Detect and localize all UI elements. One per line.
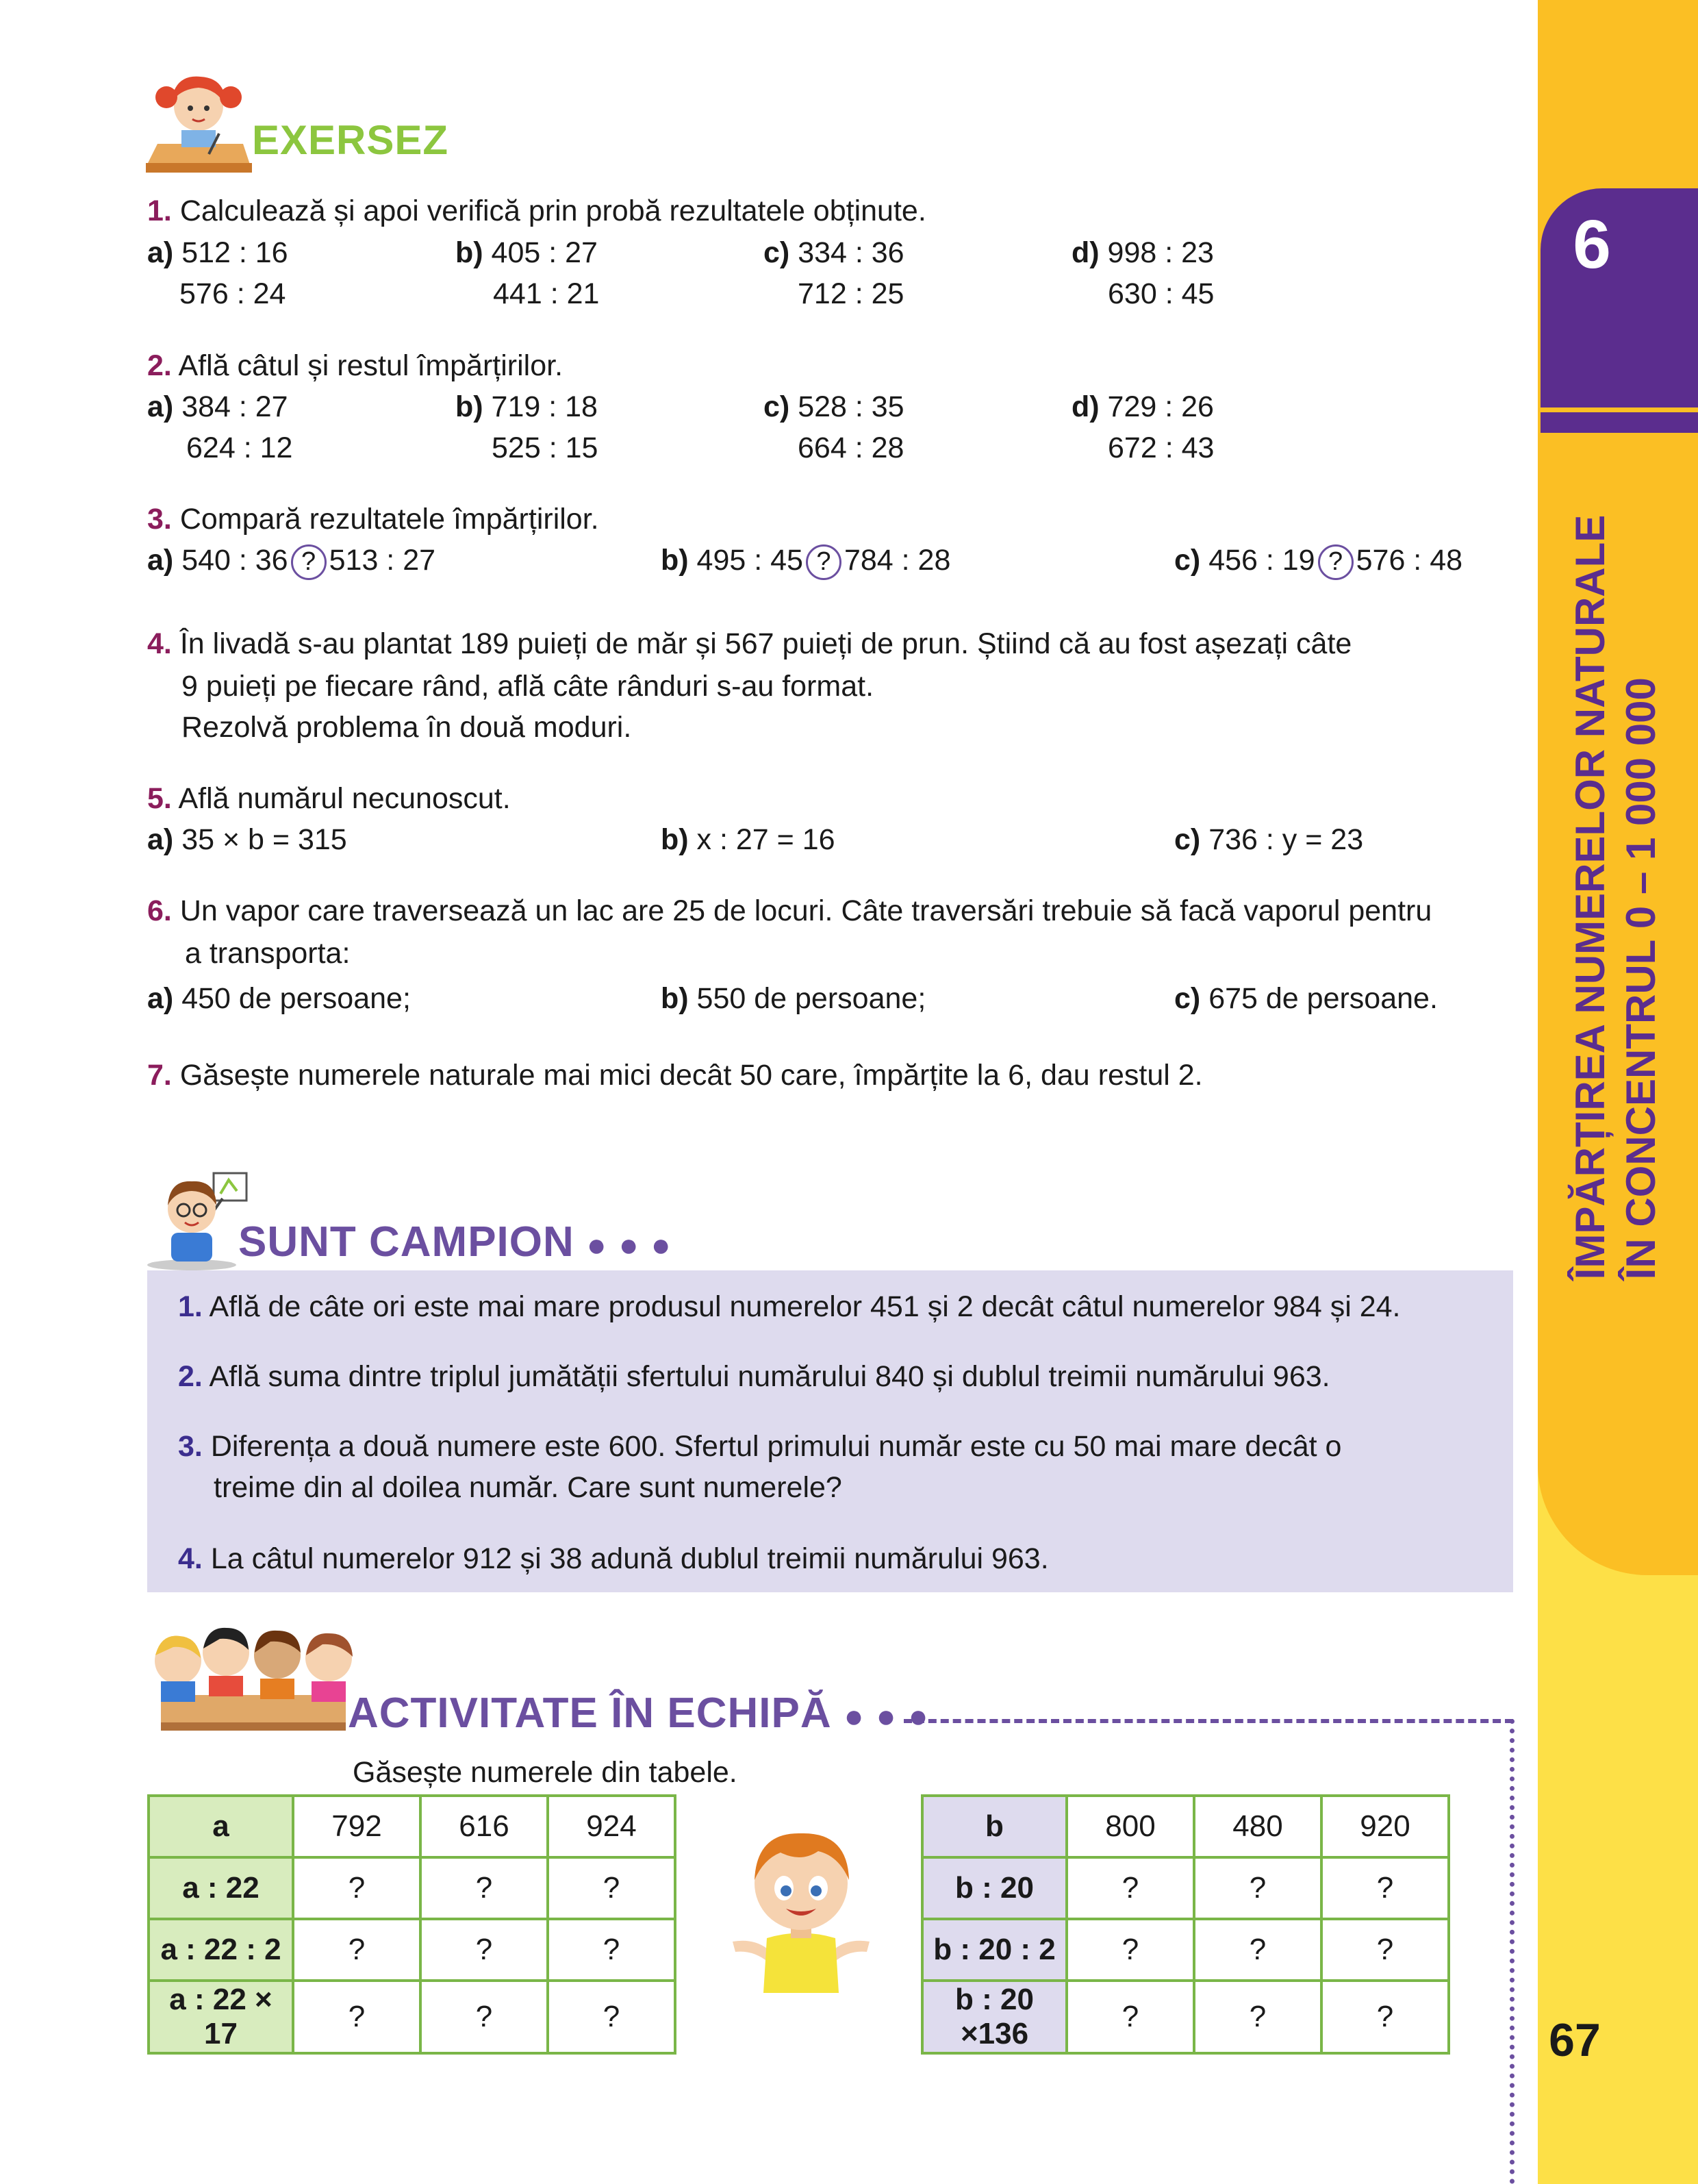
table-row: b : 20 : 2 ? ? ? — [922, 1919, 1449, 1981]
ex3-b: b) 495 : 45 ? 784 : 28 — [661, 542, 950, 580]
campion-item-4: 4. La câtul numerelor 912 și 38 adună dublul treimii numărului 963. — [178, 1542, 1049, 1575]
table-row: b : 20 ×136 ? ? ? — [922, 1981, 1449, 2053]
ex2-d: d) 729 : 26 — [1072, 390, 1214, 423]
ex6-number: 6. — [147, 894, 172, 927]
ex3-a: a) 540 : 36 ? 513 : 27 — [147, 542, 435, 580]
girl-writing-icon — [140, 68, 257, 178]
ex1-number: 1. — [147, 194, 172, 227]
ex1-a: a) 512 : 16 — [147, 236, 288, 269]
table-row: a : 22 ? ? ? — [149, 1857, 675, 1919]
ex1-c2: 712 : 25 — [798, 277, 904, 310]
ex1-d2: 630 : 45 — [1108, 277, 1215, 310]
ex1-d: d) 998 : 23 — [1072, 236, 1214, 269]
campion-item-3-line2: treime din al doilea număr. Care sunt numerele? — [214, 1471, 842, 1504]
campion-item-2: 2. Află suma dintre triplul jumătății sfertului numărului 840 și dublul treimii numărului 963. — [178, 1360, 1330, 1393]
campion-item-1: 1. Află de câte ori este mai mare produsul numerelor 451 și 2 decât câtul numerelor 984 și 24. — [178, 1290, 1401, 1323]
ex5-number: 5. — [147, 782, 172, 815]
ex3-c: c) 456 : 19 ? 576 : 48 — [1174, 542, 1462, 580]
chapter-stripe — [1541, 412, 1698, 433]
boy-pointer-icon — [137, 1168, 253, 1270]
ex1-statement — [147, 193, 926, 229]
table-row: a : 22 : 2 ? ? ? — [149, 1919, 675, 1981]
page-number: 67 — [1549, 2014, 1601, 2066]
ex2-b2: 525 : 15 — [492, 431, 598, 464]
echipa-instruction: Găsește numerele din tabele. — [353, 1756, 737, 1789]
ex4-line1: 4. În livadă s-au plantat 189 puieți de măr și 567 puieți de prun. Știind că au fost așezați câte — [147, 627, 1352, 660]
ex2-statement — [147, 348, 563, 384]
ex6-b: b) 550 de persoane; — [661, 982, 926, 1015]
ex3-text: Compară rezultatele împărțirilor. — [179, 503, 599, 536]
ex5-statement: 5. Află numărul necunoscut. — [147, 782, 511, 815]
table-b — [921, 1794, 1450, 2055]
ex1-b: b) 405 : 27 — [455, 236, 598, 269]
ex1-a2: 576 : 24 — [179, 277, 286, 310]
dashed-divider — [904, 1719, 1513, 1723]
ex5-c: c) 736 : y = 23 — [1174, 823, 1364, 856]
dotted-divider — [1510, 1719, 1515, 2184]
exersez-heading: EXERSEZ — [252, 117, 449, 163]
ex2-d2: 672 : 43 — [1108, 431, 1215, 464]
table-row: a 792 616 924 — [149, 1796, 675, 1857]
compare-circle-icon: ? — [1318, 544, 1354, 580]
compare-circle-icon: ? — [806, 544, 841, 580]
ex1-b2: 441 : 21 — [493, 277, 600, 310]
ex6-c: c) 675 de persoane. — [1174, 982, 1438, 1015]
ex5-a: a) 35 × b = 315 — [147, 823, 347, 856]
ex7-number: 7. — [147, 1059, 172, 1092]
ex4-number: 4. — [147, 627, 172, 660]
chapter-number: 6 — [1573, 206, 1611, 283]
chapter-title-line1: ÎMPĂRȚIREA NUMERELOR NATURALE — [1567, 514, 1613, 1280]
ex2-c2: 664 : 28 — [798, 431, 904, 464]
ex2-b: b) 719 : 18 — [455, 390, 598, 423]
ex2-c: c) 528 : 35 — [763, 390, 904, 423]
table-a — [147, 1794, 676, 2055]
ex4-line2: 9 puieți pe fiecare rând, află câte rânduri s-au format. — [181, 670, 874, 703]
campion-item-3: 3. Diferența a două numere este 600. Sfertul primului număr este cu 50 mai mare decât o — [178, 1430, 1342, 1463]
table-row: a : 22 × 17 ? ? ? — [149, 1981, 675, 2053]
chapter-title-line2: ÎN CONCENTRUL 0 – 1 000 000 — [1618, 677, 1664, 1280]
ex2-a2: 624 : 12 — [186, 431, 293, 464]
ex2-number: 2. — [147, 349, 172, 382]
ex3-number: 3. — [147, 503, 172, 536]
ex1-c: c) 334 : 36 — [763, 236, 904, 269]
compare-circle-icon: ? — [291, 544, 327, 580]
campion-heading: SUNT CAMPION ●●● — [238, 1218, 683, 1266]
boy-shrug-icon — [726, 1825, 876, 2003]
ex6-a: a) 450 de persoane; — [147, 982, 411, 1015]
ex7-statement: 7. Găsește numerele naturale mai mici decât 50 care, împărțite la 6, dau restul 2. — [147, 1059, 1203, 1092]
ex6-line2: a transporta: — [185, 937, 351, 970]
ex4-line3: Rezolvă problema în două moduri. — [181, 711, 632, 744]
ex1-text: Calculează și apoi verifică prin probă rezultatele obținute. — [179, 194, 926, 227]
ex2-text: Află câtul și restul împărțirilor. — [178, 349, 563, 382]
ex6-line1: 6. Un vapor care traversează un lac are 25 de locuri. Câte traversări trebuie să facă vaporul pentru — [147, 894, 1432, 927]
ex2-a: a) 384 : 27 — [147, 390, 288, 423]
table-row: b 800 480 920 — [922, 1796, 1449, 1857]
kids-group-icon — [140, 1613, 366, 1736]
ex5-b: b) x : 27 = 16 — [661, 823, 835, 856]
ex3-statement — [147, 501, 599, 537]
echipa-heading: ACTIVITATE ÎN ECHIPĂ ●●● — [348, 1690, 941, 1737]
table-row: b : 20 ? ? ? — [922, 1857, 1449, 1919]
chapter-title — [1565, 515, 1667, 1280]
